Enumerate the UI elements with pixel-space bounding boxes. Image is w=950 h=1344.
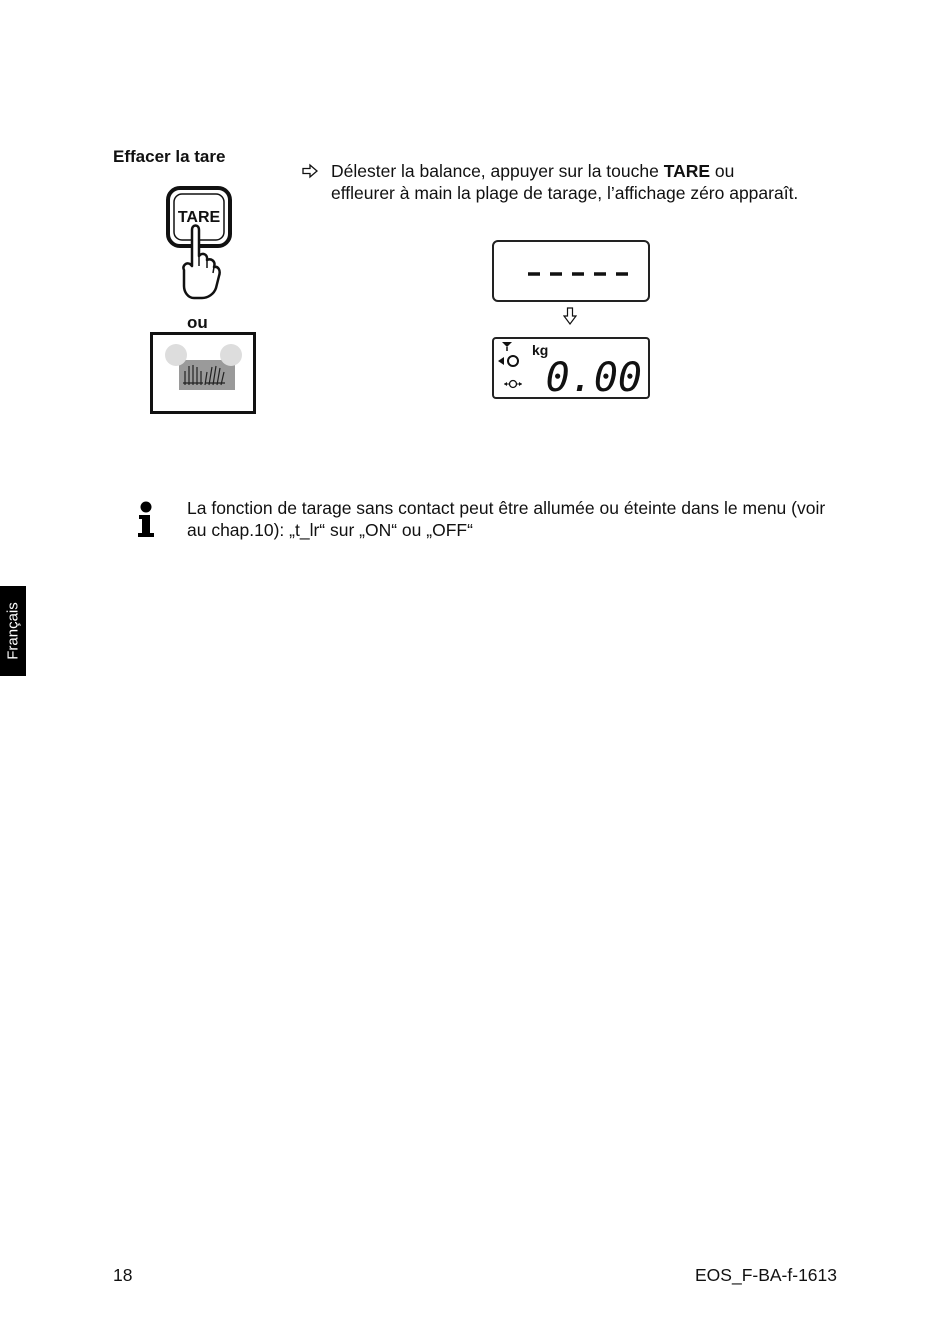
or-label: ou [187, 313, 208, 332]
display-zero [492, 337, 650, 399]
stability-icon [502, 342, 512, 347]
instruction-part-1: Délester la balance, appuyer sur la touche [331, 161, 664, 181]
tare-indicator-icon [504, 381, 522, 388]
hollow-right-arrow-icon [302, 163, 318, 179]
zero-pointer-icon [498, 357, 504, 365]
hand-pressing-icon [164, 184, 234, 304]
tare-key-label: TARE [177, 209, 221, 226]
touchless-sensor-icon [150, 332, 256, 414]
instruction-part-2: ou effleurer à main la plage de tarage, l’affichage zéro apparaît. [331, 161, 799, 203]
info-icon [133, 500, 159, 540]
tare-key-illustration [164, 184, 234, 304]
display-dashes-text [0, 0, 1, 1]
section-title: Effacer la tare [113, 147, 226, 166]
language-label: Français [4, 602, 22, 660]
instruction-text [331, 160, 801, 204]
tare-keyword: TARE [663, 161, 711, 181]
info-note: La fonction de tarage sans contact peut être allumée ou éteinte dans le menu (voir au chap.10): „t_lr“ sur „ON“ ou „OFF“ [187, 498, 826, 540]
language-tab [0, 586, 26, 676]
weight-readout: 0.00 [545, 355, 642, 397]
page-number: 18 [113, 1265, 133, 1285]
unit-label: kg [532, 342, 549, 358]
document-id: EOS_F-BA-f-1613 [695, 1265, 837, 1285]
hollow-down-arrow-icon [563, 307, 577, 325]
display-dashes [492, 240, 650, 302]
zero-indicator-icon [508, 356, 518, 366]
